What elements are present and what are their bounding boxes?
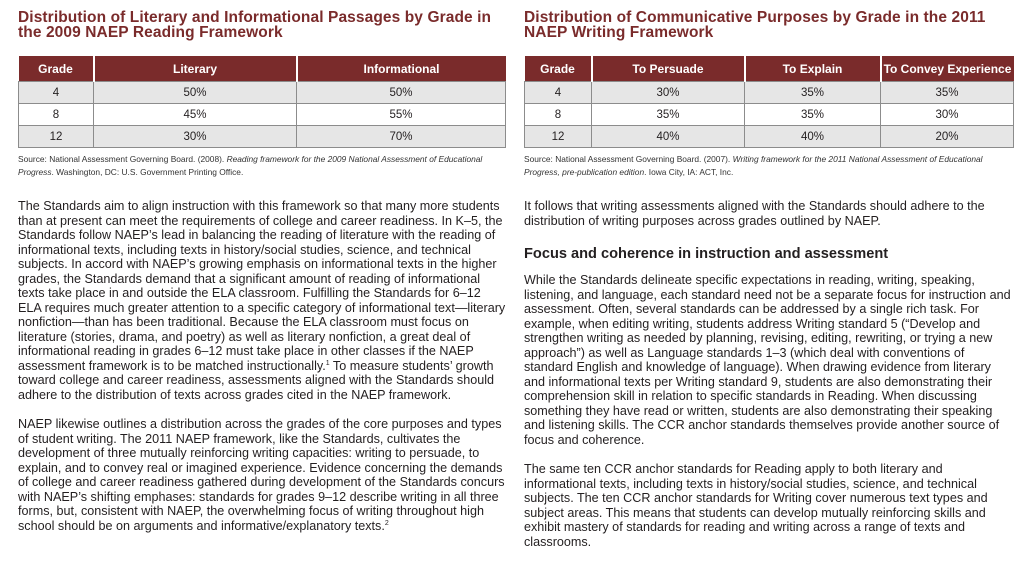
table-cell: 30% bbox=[592, 82, 745, 104]
source-citation bbox=[524, 153, 1014, 179]
writing-table-title: Distribution of Communicative Purposes by Grade in the 2011 NAEP Writing Framework bbox=[524, 9, 986, 41]
table-cell: 8 bbox=[525, 104, 592, 126]
table-cell: 4 bbox=[525, 82, 592, 104]
table-cell: 45% bbox=[94, 104, 297, 126]
table-row bbox=[525, 104, 1014, 126]
column-header: Literary bbox=[94, 56, 297, 82]
table-header-row bbox=[525, 56, 1014, 82]
table-cell: 30% bbox=[94, 126, 297, 148]
left-column bbox=[18, 10, 506, 533]
table-cell: 30% bbox=[881, 104, 1014, 126]
table-row bbox=[525, 82, 1014, 104]
table-row bbox=[19, 104, 506, 126]
table-cell: 12 bbox=[525, 126, 592, 148]
source-title: Reading framework for the 2009 National Assessment of Educational Progress bbox=[18, 154, 483, 177]
table-cell: 50% bbox=[297, 82, 506, 104]
source-citation bbox=[18, 153, 506, 179]
table-cell: 20% bbox=[881, 126, 1014, 148]
writing-distribution-table bbox=[524, 56, 1014, 148]
body-paragraph: The same ten CCR anchor standards for Reading apply to both literary and informational texts, including texts in history/social studies, science, and technical subjects. The ten CCR anchor standards for Writing cover numerous text types and subject areas. This means that students can develop mutually reinforcing skills and exhibit mastery of standards for reading and writing across a range of texts and classrooms. bbox=[524, 462, 988, 549]
source-lead: Source: National Assessment Governing Board. (2007). bbox=[524, 154, 733, 164]
table-cell: 55% bbox=[297, 104, 506, 126]
table-row bbox=[19, 82, 506, 104]
paragraph-text: NAEP likewise outlines a distribution across the grades of the core purposes and types of student writing. The 2011 NAEP framework, like the Standards, cultivates the development of three mutually reinforcing writing capacities: writing to persuade, to explain, and to convey real or imagined experience. Evidence concerning the demands of college and career readiness gathered during development of the Standards concurs with NAEP’s shifting emphases: standards for grades 9–12 describe writing in all three forms, but, consistent with NAEP, the overwhelming focus of writing throughout high school should be on arguments and informative/explanatory texts. bbox=[18, 417, 505, 533]
table-row bbox=[19, 126, 506, 148]
table-cell: 8 bbox=[19, 104, 94, 126]
right-column bbox=[524, 10, 1014, 549]
body-paragraph: While the Standards delineate specific expectations in reading, writing, speaking, listening, and language, each standard need not be a separate focus for instruction and assessment. Often, several standards can be addressed by a single rich task. For example, when editing writing, students address Writing standard 5 (“Develop and strengthen writing as needed by planning, revising, editing, rewriting, or trying a new approach”) as well as Language standards 1–3 (which deal with conventions of standard English and knowledge of language). When drawing evidence from literary and informational texts per Writing standard 9, students are also demonstrating their comprehension skill in relation to specific standards in Reading. When discussing something they have read or written, students are also demonstrating their speaking and listening skills. The CCR anchor standards themselves provide another source of focus and coherence. bbox=[524, 273, 1011, 447]
table-cell: 35% bbox=[592, 104, 745, 126]
table-cell: 50% bbox=[94, 82, 297, 104]
column-header: Informational bbox=[297, 56, 506, 82]
table-cell: 35% bbox=[745, 82, 881, 104]
reading-distribution-table bbox=[18, 56, 506, 148]
source-title: Writing framework for the 2011 National Assessment of Educational Progress, pre-publication edition bbox=[524, 154, 983, 177]
source-lead: Source: National Assessment Governing Board. (2008). bbox=[18, 154, 227, 164]
source-tail: . Washington, DC: U.S. Government Printing Office. bbox=[51, 167, 244, 177]
table-cell: 70% bbox=[297, 126, 506, 148]
section-heading: Focus and coherence in instruction and assessment bbox=[524, 246, 889, 262]
footnote-marker[interactable]: 1 bbox=[325, 359, 330, 367]
body-paragraph bbox=[18, 417, 506, 533]
table-row bbox=[525, 126, 1014, 148]
column-header: Grade bbox=[525, 56, 592, 82]
column-header: To Explain bbox=[745, 56, 881, 82]
table-cell: 4 bbox=[19, 82, 94, 104]
source-tail: . Iowa City, IA: ACT, Inc. bbox=[644, 167, 734, 177]
table-cell: 35% bbox=[745, 104, 881, 126]
column-header: To Persuade bbox=[592, 56, 745, 82]
paragraph-text: To measure students’ growth toward college and career readiness, assessments aligned with the Standards should adhere to the distribution of texts across grades cited in the NAEP framework. bbox=[18, 358, 495, 402]
table-header-row bbox=[19, 56, 506, 82]
table-cell: 35% bbox=[881, 82, 1014, 104]
body-paragraph: It follows that writing assessments aligned with the Standards should adhere to the distribution of writing purposes across grades outlined by NAEP. bbox=[524, 199, 985, 228]
paragraph-text: The Standards aim to align instruction with this framework so that many more students than at present can meet the requirements of college and career readiness. In K–5, the Standards follow NAEP’s lead in balancing the reading of literature with the reading of informational texts, including texts in history/social studies, science, and technical subjects. In accord with NAEP’s growing emphasis on informational texts in the higher grades, the Standards demand that a significant amount of reading of informational texts take place in and outside the ELA classroom. Fulfilling the Standards for 6–12 ELA requires much greater attention to a specific category of informational text—literary nonfiction—than has been traditional. Because the ELA classroom must focus on literature (stories, drama, and poetry) as well as literary nonfiction, a great deal of informational reading in grades 6–12 must take place in other classes if the NAEP assessment framework is to be matched instructionally. bbox=[18, 199, 506, 373]
column-header: Grade bbox=[19, 56, 94, 82]
column-header: To Convey Experience bbox=[881, 56, 1014, 82]
table-cell: 12 bbox=[19, 126, 94, 148]
footnote-marker[interactable]: 2 bbox=[384, 519, 389, 527]
body-paragraph bbox=[18, 199, 506, 402]
table-cell: 40% bbox=[745, 126, 881, 148]
reading-table-title: Distribution of Literary and Informational Passages by Grade in the 2009 NAEP Reading Framework bbox=[18, 9, 492, 41]
table-cell: 40% bbox=[592, 126, 745, 148]
